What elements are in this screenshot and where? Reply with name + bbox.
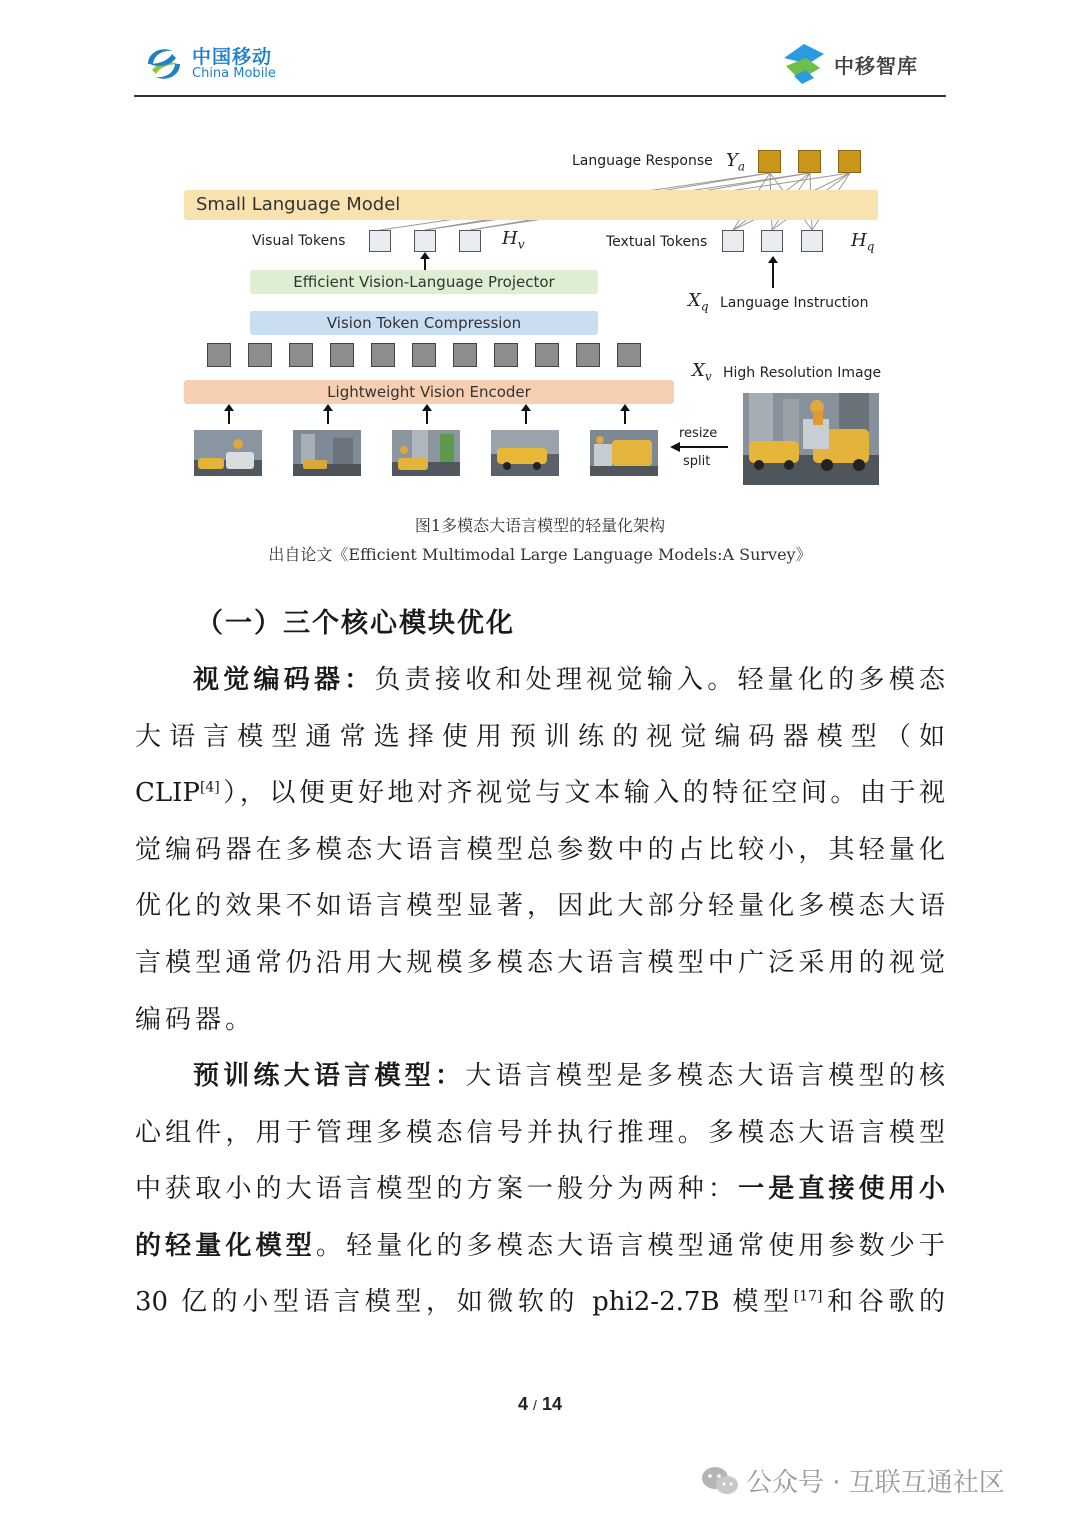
language-response-label: Language Response <box>572 153 713 169</box>
ya-symbol: $Y_a$ <box>726 150 746 174</box>
figure-source: 出自论文《Efficient Multimodal Large Language Models:A Survey》 <box>268 545 812 564</box>
left-arrow-icon <box>670 440 730 454</box>
para1-line7: 编码器。 <box>135 1005 256 1035</box>
textual-token <box>801 230 823 252</box>
encoder-bar <box>184 380 674 404</box>
image-crop-thumbnail <box>293 430 361 476</box>
china-mobile-swirl-icon <box>142 42 186 86</box>
visual-token <box>369 230 391 252</box>
visual-token <box>414 230 436 252</box>
wechat-icon <box>700 1465 740 1497</box>
projector-to-token-arrow <box>424 258 426 270</box>
header-divider <box>134 95 946 97</box>
para2-line1: 预训练大语言模型：大语言模型是多模态大语言模型的核 <box>193 1061 945 1091</box>
page-number: 4 / 14 <box>518 1394 562 1414</box>
vision-feature-token <box>207 343 231 367</box>
instruction-to-token-arrow <box>772 262 774 288</box>
logo-left-cn: 中国移动 <box>192 46 273 68</box>
projector-bar <box>250 270 598 294</box>
zhiku-mark-icon <box>780 40 828 86</box>
section-heading: （一）三个核心模块优化 <box>196 608 515 639</box>
para1-line4: 觉编码器在多模态大语言模型总参数中的占比较小，其轻量化 <box>135 835 945 865</box>
crop-arrow <box>426 410 428 424</box>
vision-feature-token <box>371 343 395 367</box>
vision-feature-token <box>576 343 600 367</box>
vision-feature-token <box>289 343 313 367</box>
image-crop-thumbnail <box>194 430 262 476</box>
para2-line3: 中获取小的大语言模型的方案一般分为两种：一是直接使用小 <box>135 1174 945 1204</box>
language-instruction-label: Language Instruction <box>720 295 869 311</box>
china-mobile-logo <box>142 40 292 90</box>
vision-feature-token <box>330 343 354 367</box>
para2-line4: 的轻量化模型。轻量化的多模态大语言模型通常使用参数少于 <box>135 1231 945 1261</box>
hq-symbol: $H_q$ <box>851 230 875 254</box>
xq-symbol: $X_q$ <box>688 290 709 314</box>
vision-feature-token <box>617 343 641 367</box>
image-crop-thumbnail <box>392 430 460 476</box>
image-crop-thumbnail <box>491 430 559 476</box>
slm-label: Small Language Model <box>196 194 401 215</box>
textual-token <box>761 230 783 252</box>
crop-arrow <box>624 410 626 424</box>
compression-bar <box>250 311 598 335</box>
para1-line1: 视觉编码器：负责接收和处理视觉输入。轻量化的多模态 <box>193 665 945 695</box>
citation-ref: [4] <box>199 779 220 796</box>
crop-arrow <box>525 410 527 424</box>
logo-left-en: China Mobile <box>192 66 276 81</box>
wechat-watermark <box>700 1462 1005 1499</box>
image-crop-thumbnail <box>590 430 658 476</box>
citation-ref: [17] <box>793 1288 823 1305</box>
textual-token <box>722 230 744 252</box>
resize-label: resize <box>679 426 718 441</box>
para1-line5: 优化的效果不如语言模型显著，因此大部分轻量化多模态大语 <box>135 891 945 921</box>
figure-caption: 图1多模态大语言模型的轻量化架构 <box>414 516 666 535</box>
encoder-label: Lightweight Vision Encoder <box>327 383 531 401</box>
crop-arrow <box>228 410 230 424</box>
high-res-image-label: High Resolution Image <box>723 365 882 381</box>
para1-line6: 言模型通常仍沿用大规模多模态大语言模型中广泛采用的视觉 <box>135 948 945 978</box>
architecture-diagram <box>180 140 900 500</box>
small-language-model-bar <box>184 190 878 220</box>
vision-feature-token <box>535 343 559 367</box>
para2-lead: 预训练大语言模型： <box>193 1061 466 1091</box>
crop-arrow <box>327 410 329 424</box>
para1-line2: 大语言模型通常选择使用预训练的视觉编码器模型（如 <box>135 722 945 752</box>
para2-line5: 30 亿的小型语言模型，如微软的 phi2-2.7B 模型[17]和谷歌的 <box>135 1287 945 1317</box>
split-label: split <box>683 454 711 469</box>
visual-tokens-label: Visual Tokens <box>252 233 346 249</box>
xv-symbol: $X_v$ <box>692 360 712 384</box>
para1-lead: 视觉编码器： <box>193 665 375 695</box>
watermark-text: 公众号 · 互联互通社区 <box>746 1468 1005 1498</box>
vision-feature-token <box>412 343 436 367</box>
projector-label: Efficient Vision-Language Projector <box>293 273 555 291</box>
zhongyi-zhiku-logo <box>780 38 950 88</box>
logo-right-text: 中移智库 <box>834 54 918 78</box>
hv-symbol: $H_v$ <box>502 228 525 252</box>
textual-tokens-label: Textual Tokens <box>606 234 708 250</box>
para1-line3: CLIP[4]），以便更好地对齐视觉与文本输入的特征空间。由于视 <box>135 778 945 808</box>
compression-label: Vision Token Compression <box>326 314 522 332</box>
para2-line2: 心组件，用于管理多模态信号并执行推理。多模态大语言模型 <box>135 1118 945 1148</box>
vision-feature-token <box>248 343 272 367</box>
vision-feature-token <box>494 343 518 367</box>
visual-token <box>459 230 481 252</box>
vision-feature-token <box>453 343 477 367</box>
high-res-image <box>743 393 879 485</box>
